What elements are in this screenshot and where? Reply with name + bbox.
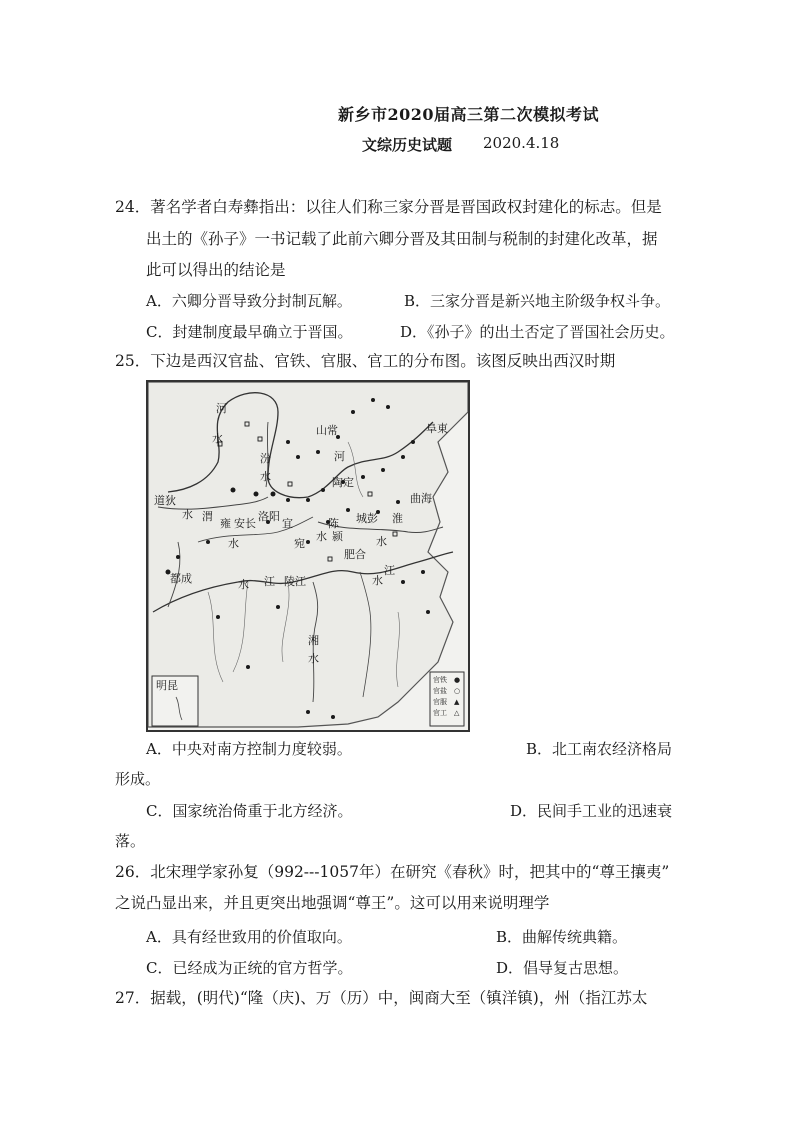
exam-title: 新乡市2020届高三第二次模拟考试 <box>338 105 600 124</box>
map-label-huai: 淮 <box>392 512 403 525</box>
map-label-fen: 汾 <box>260 452 271 465</box>
map-label-shui7: 水 <box>238 578 249 591</box>
q24-option-b: B．三家分晋是新兴地主阶级争权斗争。 <box>404 292 671 310</box>
q25-option-d: D．民间手工业的迅速衰 <box>510 802 673 820</box>
map-label-shui4: 水 <box>228 537 239 550</box>
legend-glyph-craft: △ <box>454 709 460 717</box>
map-label-shanchang: 山常 <box>316 424 338 437</box>
q25-option-a: A．中央对南方控制力度较弱。 <box>146 740 352 758</box>
q26-option-a: A．具有经世致用的价值取向。 <box>146 928 352 946</box>
exam-date: 2020.4.18 <box>483 134 560 152</box>
q26-stem-line1: 26．北宋理学家孙复（992---1057年）在研究《春秋》时，把其中的“尊王攘夷” <box>115 863 670 881</box>
q24-option-d: D．《孙子》的出土否定了晋国社会历史。 <box>400 323 675 341</box>
q25-option-c: C．国家统治倚重于北方经济。 <box>146 802 353 820</box>
map-label-wan: 宛 <box>294 537 305 550</box>
q25-option-b: B．北工南农经济格局 <box>526 740 673 758</box>
q24-stem-line2: 出土的《孙子》一书记载了此前六卿分晋及其田制与税制的封建化改革，据 <box>146 230 658 248</box>
legend-glyph-salt: ○ <box>454 687 461 695</box>
map-label-hefei: 肥合 <box>344 548 366 561</box>
map-label-shui8: 水 <box>372 574 383 587</box>
map-label-luoyang: 洛阳 <box>258 510 280 523</box>
map-label-mingkun: 明昆 <box>156 679 178 692</box>
legend-glyph-iron: ● <box>454 676 461 684</box>
map-label-shui5: 水 <box>316 530 327 543</box>
q25-option-d-cont: 落。 <box>115 832 146 850</box>
map-label-he: 河 <box>216 402 227 415</box>
exam-subject: 文综历史试题 <box>362 136 453 154</box>
map-label-shui1: 水 <box>212 432 223 445</box>
map-label-shui3: 水 <box>182 508 193 521</box>
map-label-chen: 陈 <box>328 517 339 530</box>
q26-stem-line2: 之说凸显出来，并且更突出地强调“尊王”。这可以用来说明理学 <box>115 894 550 912</box>
legend-glyph-cloth: ▲ <box>454 698 460 706</box>
map-label-he2: 河 <box>334 450 345 463</box>
map-label-quhai: 曲海 <box>410 492 432 505</box>
map-label-fudong: 阜東 <box>426 422 448 435</box>
q25-stem: 25．下边是西汉官盐、官铁、官服、官工的分布图。该图反映出西汉时期 <box>115 352 616 370</box>
legend-row-salt: 官盐 <box>433 687 447 695</box>
western-han-distribution-map <box>146 380 470 732</box>
map-label-taoding: 陶定 <box>332 476 354 489</box>
q26-option-b: B．曲解传统典籍。 <box>496 928 628 946</box>
map-label-ying: 颍 <box>332 530 343 543</box>
q26-option-d: D．倡导复古思想。 <box>496 959 629 977</box>
map-label-chengpeng: 城彭 <box>356 512 378 525</box>
q24-option-a: A．六卿分晋导致分封制瓦解。 <box>146 292 352 310</box>
map-label-yi: 宜 <box>282 517 293 530</box>
q27-stem-line1: 27．据载，(明代)“隆（庆)、万（历）中，闽商大至（镇洋镇)，州（指江苏太 <box>115 989 648 1007</box>
map-label-wei: 渭 <box>202 510 213 523</box>
map-label-shui2: 水 <box>260 470 271 483</box>
map-label-shui6: 水 <box>376 535 387 548</box>
map-label-anchang: 安长 <box>234 517 256 530</box>
q26-option-c: C．已经成为正统的官方哲学。 <box>146 959 353 977</box>
map-label-lingjiang: 陵江 <box>284 575 306 588</box>
q24-stem-line3: 此可以得出的结论是 <box>146 261 286 279</box>
map-label-daodi: 道狄 <box>154 494 176 507</box>
map-label-jiang2: 江 <box>384 564 395 577</box>
map-svg <box>148 382 468 730</box>
legend-row-cloth: 官服 <box>433 698 447 706</box>
map-label-xiang: 湘 <box>308 634 319 647</box>
map-label-shui9: 水 <box>308 652 319 665</box>
map-label-chengdu: 都成 <box>170 572 192 585</box>
map-label-jiang: 江 <box>264 575 275 588</box>
q25-option-b-cont: 形成。 <box>115 770 161 788</box>
map-label-yong: 雍 <box>220 517 231 530</box>
legend-row-craft: 官工 <box>433 709 447 717</box>
legend-row-iron: 官铁 <box>433 676 447 684</box>
q24-stem-line1: 24．著名学者白寿彝指出：以往人们称三家分晋是晋国政权封建化的标志。但是 <box>115 198 662 216</box>
q24-option-c: C．封建制度最早确立于晋国。 <box>146 323 353 341</box>
